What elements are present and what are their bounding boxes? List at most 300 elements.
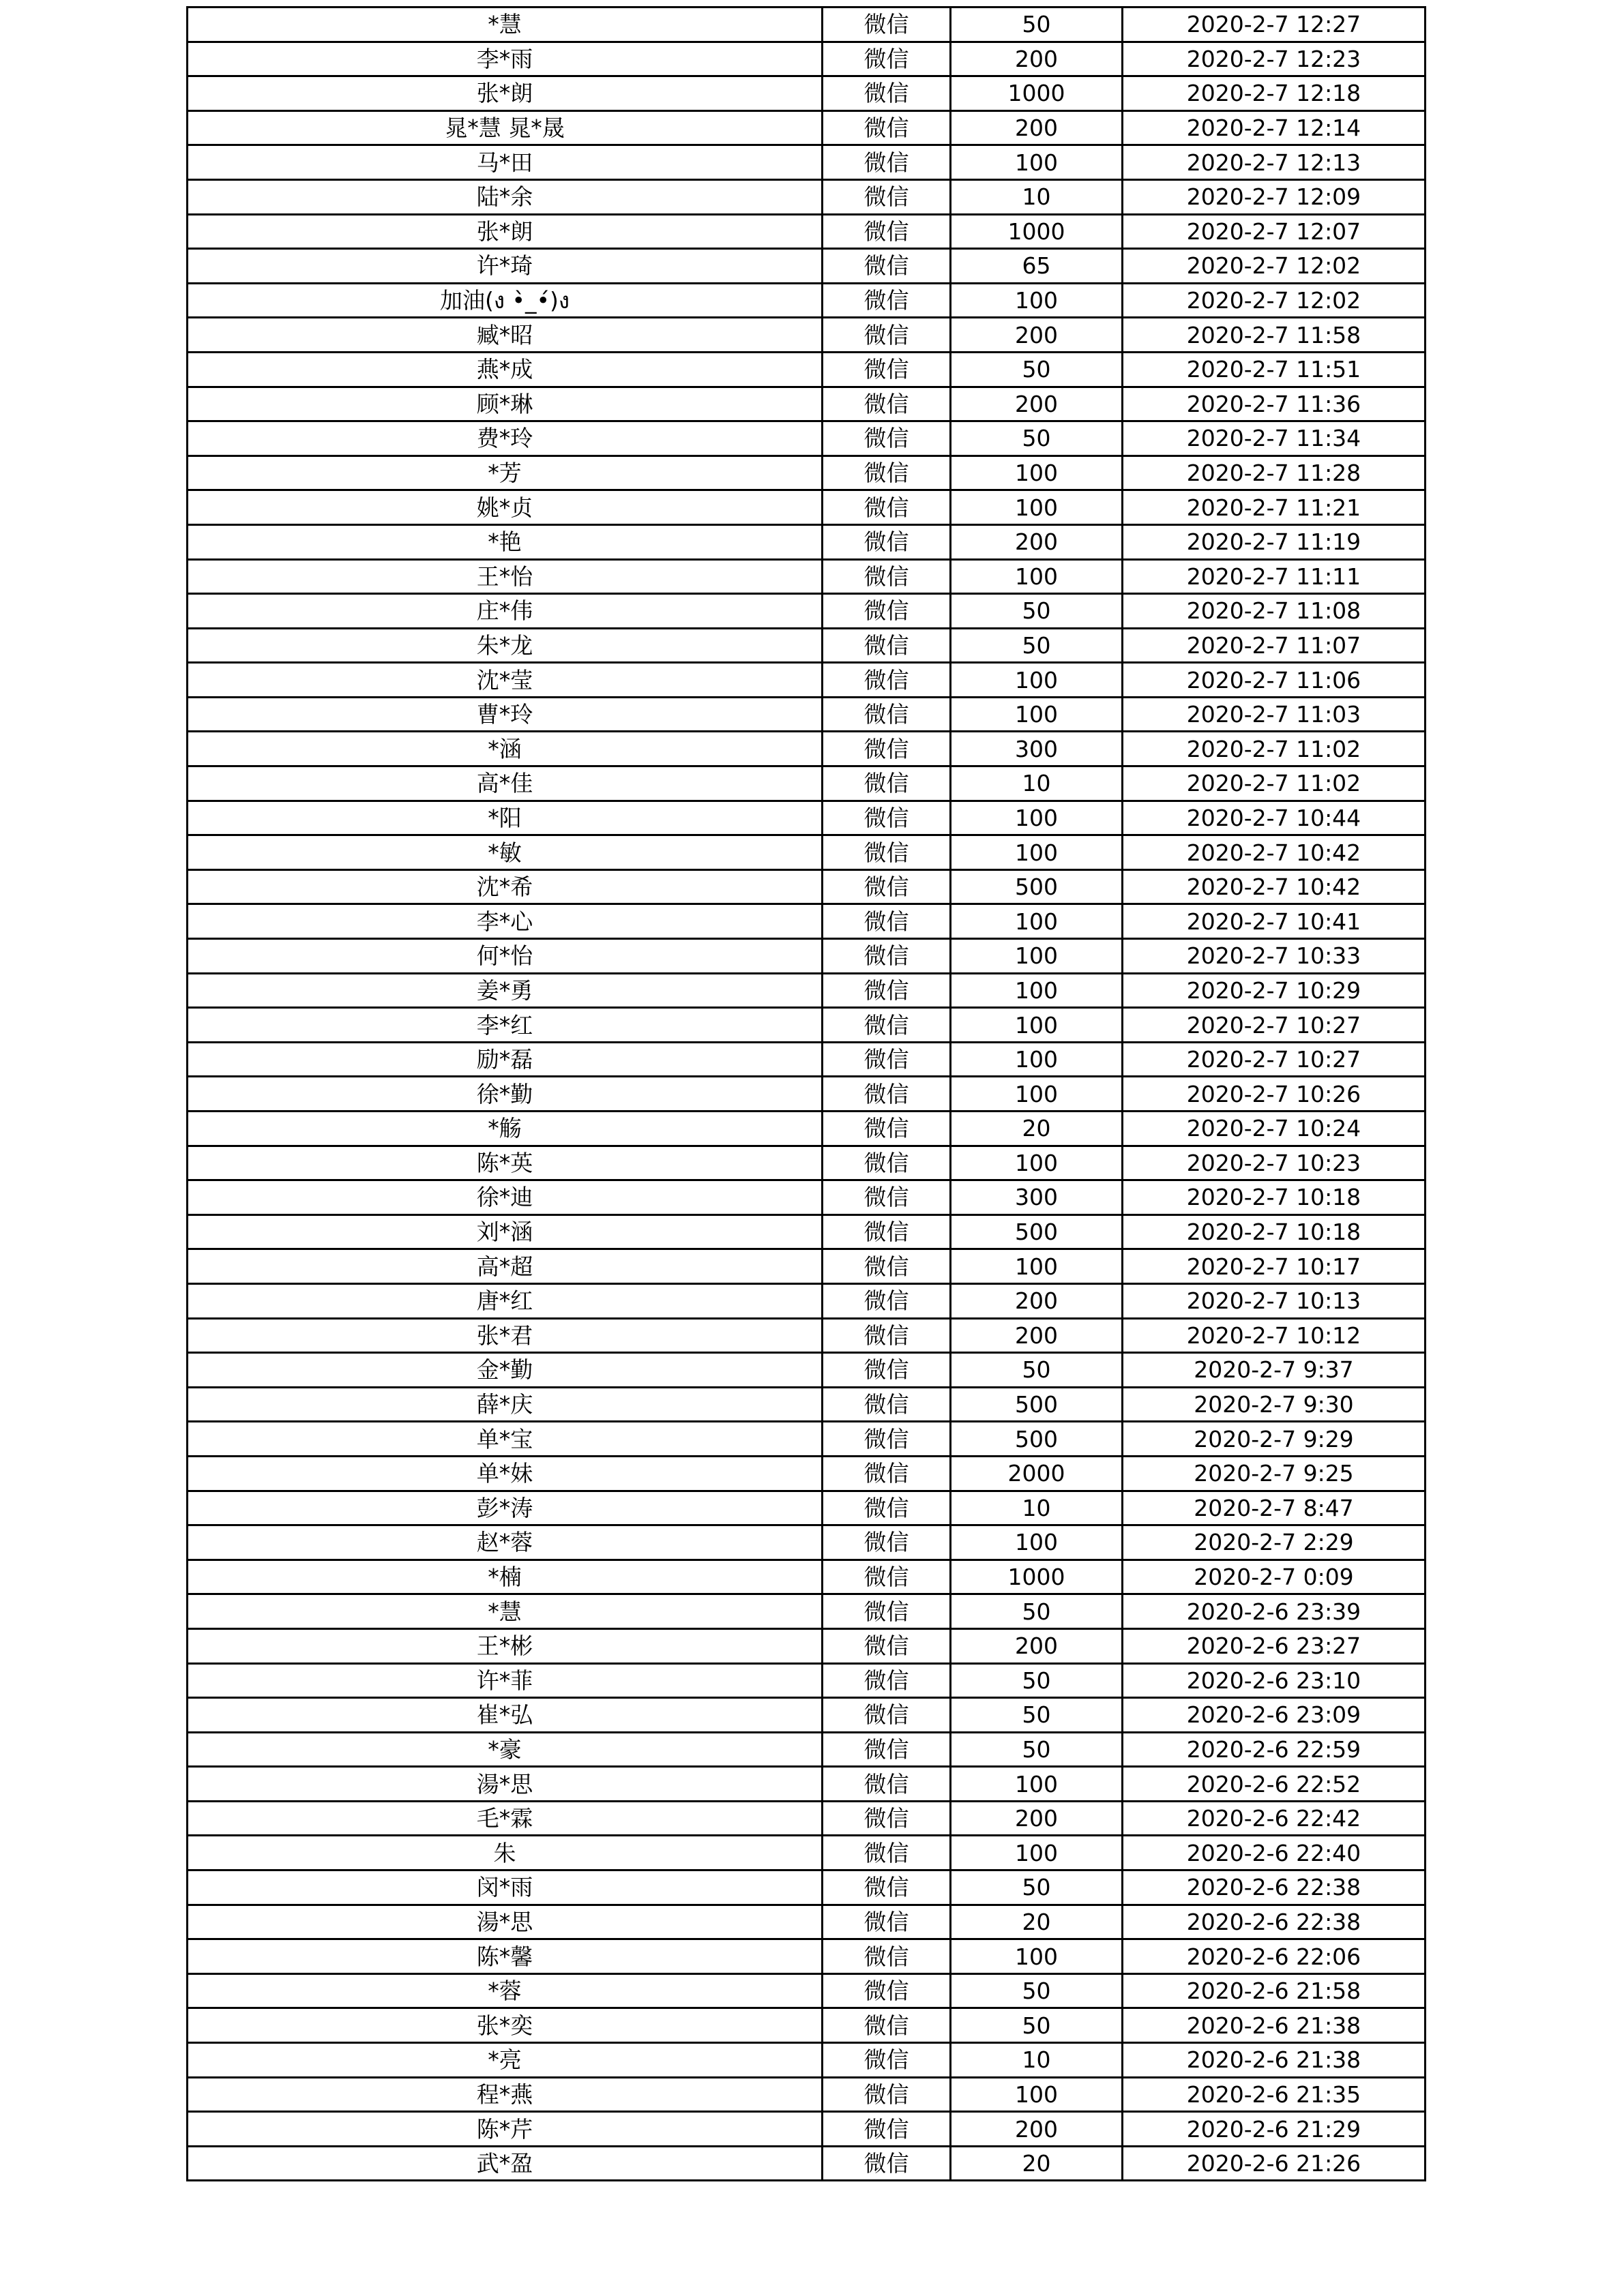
amount-cell: 20	[951, 1905, 1123, 1939]
donor-name-cell: 徐*迪	[188, 1180, 823, 1215]
timestamp-cell: 2020-2-7 10:12	[1123, 1318, 1426, 1353]
amount-cell: 65	[951, 249, 1123, 284]
timestamp-cell: 2020-2-7 10:17	[1123, 1249, 1426, 1284]
table-row	[188, 1180, 1426, 1215]
timestamp-cell: 2020-2-7 2:29	[1123, 1525, 1426, 1560]
donor-name-cell: 姚*贞	[188, 490, 823, 525]
amount-cell: 2000	[951, 1456, 1123, 1491]
table-row	[188, 1387, 1426, 1422]
table-row	[188, 973, 1426, 1008]
amount-cell: 200	[951, 1318, 1123, 1353]
timestamp-cell: 2020-2-7 11:11	[1123, 559, 1426, 594]
table-row	[188, 2146, 1426, 2181]
payment-channel-cell: 微信	[823, 249, 951, 284]
amount-cell: 100	[951, 697, 1123, 732]
amount-cell: 300	[951, 732, 1123, 766]
timestamp-cell: 2020-2-7 12:02	[1123, 283, 1426, 318]
payment-channel-cell: 微信	[823, 1146, 951, 1180]
payment-channel-cell: 微信	[823, 1594, 951, 1629]
donor-name-cell: 沈*希	[188, 869, 823, 904]
timestamp-cell: 2020-2-7 11:02	[1123, 766, 1426, 801]
payment-channel-cell: 微信	[823, 8, 951, 42]
donor-name-cell: *楠	[188, 1560, 823, 1594]
amount-cell: 100	[951, 145, 1123, 180]
donor-name-cell: 燕*成	[188, 352, 823, 387]
table-row	[188, 835, 1426, 870]
timestamp-cell: 2020-2-7 11:08	[1123, 594, 1426, 629]
amount-cell: 100	[951, 1939, 1123, 1974]
table-row	[188, 1422, 1426, 1457]
table-row	[188, 1801, 1426, 1836]
table-row	[188, 8, 1426, 42]
timestamp-cell: 2020-2-7 10:13	[1123, 1283, 1426, 1318]
donor-name-cell: 刘*涵	[188, 1214, 823, 1249]
amount-cell: 300	[951, 1180, 1123, 1215]
donor-name-cell: 姜*勇	[188, 973, 823, 1008]
amount-cell: 50	[951, 1353, 1123, 1388]
table-row	[188, 42, 1426, 76]
amount-cell: 10	[951, 1491, 1123, 1525]
amount-cell: 50	[951, 594, 1123, 629]
payment-channel-cell: 微信	[823, 1939, 951, 1974]
amount-cell: 50	[951, 421, 1123, 456]
table-row	[188, 1077, 1426, 1112]
donor-name-cell: 湯*思	[188, 1905, 823, 1939]
timestamp-cell: 2020-2-7 12:18	[1123, 76, 1426, 111]
amount-cell: 200	[951, 42, 1123, 76]
amount-cell: 50	[951, 2008, 1123, 2043]
donor-name-cell: *亮	[188, 2043, 823, 2078]
table-row	[188, 594, 1426, 629]
timestamp-cell: 2020-2-7 11:34	[1123, 421, 1426, 456]
amount-cell: 100	[951, 1249, 1123, 1284]
payment-channel-cell: 微信	[823, 387, 951, 421]
amount-cell: 100	[951, 1767, 1123, 1802]
table-row	[188, 559, 1426, 594]
payment-channel-cell: 微信	[823, 490, 951, 525]
payment-channel-cell: 微信	[823, 1525, 951, 1560]
amount-cell: 500	[951, 1422, 1123, 1457]
timestamp-cell: 2020-2-7 12:13	[1123, 145, 1426, 180]
table-row	[188, 76, 1426, 111]
amount-cell: 1000	[951, 1560, 1123, 1594]
table-row	[188, 1767, 1426, 1802]
table-row	[188, 801, 1426, 835]
timestamp-cell: 2020-2-6 22:59	[1123, 1732, 1426, 1767]
payment-channel-cell: 微信	[823, 1456, 951, 1491]
donor-name-cell: 臧*昭	[188, 318, 823, 353]
amount-cell: 50	[951, 1870, 1123, 1905]
donor-name-cell: 崔*弘	[188, 1698, 823, 1733]
timestamp-cell: 2020-2-7 9:37	[1123, 1353, 1426, 1388]
payment-channel-cell: 微信	[823, 524, 951, 559]
timestamp-cell: 2020-2-6 22:52	[1123, 1767, 1426, 1802]
payment-channel-cell: 微信	[823, 1318, 951, 1353]
payment-channel-cell: 微信	[823, 1732, 951, 1767]
donor-name-cell: 唐*红	[188, 1283, 823, 1318]
payment-channel-cell: 微信	[823, 1905, 951, 1939]
payment-channel-cell: 微信	[823, 421, 951, 456]
donor-name-cell: 李*雨	[188, 42, 823, 76]
payment-channel-cell: 微信	[823, 1663, 951, 1698]
payment-channel-cell: 微信	[823, 1973, 951, 2008]
amount-cell: 50	[951, 1732, 1123, 1767]
table-row	[188, 352, 1426, 387]
payment-channel-cell: 微信	[823, 697, 951, 732]
donor-name-cell: 庄*伟	[188, 594, 823, 629]
payment-channel-cell: 微信	[823, 559, 951, 594]
payment-channel-cell: 微信	[823, 2112, 951, 2147]
timestamp-cell: 2020-2-7 10:33	[1123, 939, 1426, 974]
payment-channel-cell: 微信	[823, 76, 951, 111]
table-row	[188, 387, 1426, 421]
amount-cell: 100	[951, 973, 1123, 1008]
table-row	[188, 110, 1426, 145]
table-row	[188, 283, 1426, 318]
payment-channel-cell: 微信	[823, 766, 951, 801]
payment-channel-cell: 微信	[823, 1801, 951, 1836]
payment-channel-cell: 微信	[823, 1387, 951, 1422]
timestamp-cell: 2020-2-6 22:38	[1123, 1905, 1426, 1939]
donor-name-cell: 马*田	[188, 145, 823, 180]
table-row	[188, 490, 1426, 525]
table-row	[188, 697, 1426, 732]
donor-name-cell: 程*燕	[188, 2077, 823, 2112]
donor-name-cell: 徐*勤	[188, 1077, 823, 1112]
timestamp-cell: 2020-2-6 22:06	[1123, 1939, 1426, 1974]
table-row	[188, 1042, 1426, 1077]
donor-name-cell: 朱*龙	[188, 628, 823, 663]
timestamp-cell: 2020-2-7 10:29	[1123, 973, 1426, 1008]
timestamp-cell: 2020-2-7 10:18	[1123, 1214, 1426, 1249]
amount-cell: 200	[951, 1283, 1123, 1318]
donation-table	[186, 6, 1426, 2181]
timestamp-cell: 2020-2-7 9:29	[1123, 1422, 1426, 1457]
timestamp-cell: 2020-2-6 21:38	[1123, 2043, 1426, 2078]
amount-cell: 100	[951, 904, 1123, 939]
table-row	[188, 1732, 1426, 1767]
table-row	[188, 939, 1426, 974]
timestamp-cell: 2020-2-7 10:23	[1123, 1146, 1426, 1180]
table-row	[188, 1283, 1426, 1318]
amount-cell: 100	[951, 1525, 1123, 1560]
payment-channel-cell: 微信	[823, 973, 951, 1008]
donor-name-cell: 朱	[188, 1836, 823, 1870]
donor-name-cell: 晁*慧 晁*晟	[188, 110, 823, 145]
donor-name-cell: 闵*雨	[188, 1870, 823, 1905]
amount-cell: 500	[951, 869, 1123, 904]
table-row	[188, 1836, 1426, 1870]
payment-channel-cell: 微信	[823, 145, 951, 180]
timestamp-cell: 2020-2-7 11:58	[1123, 318, 1426, 353]
table-row	[188, 2008, 1426, 2043]
timestamp-cell: 2020-2-7 12:02	[1123, 249, 1426, 284]
amount-cell: 200	[951, 2112, 1123, 2147]
amount-cell: 50	[951, 1973, 1123, 2008]
donor-name-cell: 顾*琳	[188, 387, 823, 421]
timestamp-cell: 2020-2-7 0:09	[1123, 1560, 1426, 1594]
table-row	[188, 2112, 1426, 2147]
amount-cell: 10	[951, 179, 1123, 214]
payment-channel-cell: 微信	[823, 939, 951, 974]
amount-cell: 20	[951, 2146, 1123, 2181]
table-row	[188, 145, 1426, 180]
timestamp-cell: 2020-2-6 22:40	[1123, 1836, 1426, 1870]
donor-name-cell: *豪	[188, 1732, 823, 1767]
donor-name-cell: *蓉	[188, 1973, 823, 2008]
amount-cell: 200	[951, 1628, 1123, 1663]
donor-name-cell: 许*菲	[188, 1663, 823, 1698]
payment-channel-cell: 微信	[823, 2077, 951, 2112]
payment-channel-cell: 微信	[823, 732, 951, 766]
payment-channel-cell: 微信	[823, 1836, 951, 1870]
timestamp-cell: 2020-2-7 12:27	[1123, 8, 1426, 42]
donor-name-cell: 何*怡	[188, 939, 823, 974]
donor-name-cell: 李*心	[188, 904, 823, 939]
donor-name-cell: 曹*玲	[188, 697, 823, 732]
table-row	[188, 1008, 1426, 1043]
timestamp-cell: 2020-2-7 10:42	[1123, 835, 1426, 870]
donor-name-cell: 陆*余	[188, 179, 823, 214]
payment-channel-cell: 微信	[823, 283, 951, 318]
donor-name-cell: 彭*涛	[188, 1491, 823, 1525]
payment-channel-cell: 微信	[823, 179, 951, 214]
donor-name-cell: 李*红	[188, 1008, 823, 1043]
timestamp-cell: 2020-2-7 11:51	[1123, 352, 1426, 387]
amount-cell: 100	[951, 2077, 1123, 2112]
timestamp-cell: 2020-2-7 11:28	[1123, 456, 1426, 490]
donor-name-cell: 王*怡	[188, 559, 823, 594]
timestamp-cell: 2020-2-6 23:27	[1123, 1628, 1426, 1663]
donor-name-cell: *阳	[188, 801, 823, 835]
amount-cell: 200	[951, 110, 1123, 145]
donor-name-cell: 金*勤	[188, 1353, 823, 1388]
donor-name-cell: 陈*芹	[188, 2112, 823, 2147]
table-row	[188, 179, 1426, 214]
amount-cell: 100	[951, 801, 1123, 835]
table-row	[188, 663, 1426, 698]
table-row	[188, 1594, 1426, 1629]
timestamp-cell: 2020-2-7 10:27	[1123, 1008, 1426, 1043]
payment-channel-cell: 微信	[823, 1214, 951, 1249]
timestamp-cell: 2020-2-7 11:02	[1123, 732, 1426, 766]
donor-name-cell: *觞	[188, 1112, 823, 1146]
payment-channel-cell: 微信	[823, 1008, 951, 1043]
timestamp-cell: 2020-2-7 10:41	[1123, 904, 1426, 939]
table-row	[188, 2043, 1426, 2078]
amount-cell: 100	[951, 1077, 1123, 1112]
payment-channel-cell: 微信	[823, 318, 951, 353]
table-row	[188, 1249, 1426, 1284]
donor-name-cell: 张*奕	[188, 2008, 823, 2043]
table-row	[188, 421, 1426, 456]
payment-channel-cell: 微信	[823, 628, 951, 663]
table-row	[188, 1525, 1426, 1560]
table-row	[188, 628, 1426, 663]
payment-channel-cell: 微信	[823, 2146, 951, 2181]
payment-channel-cell: 微信	[823, 835, 951, 870]
payment-channel-cell: 微信	[823, 456, 951, 490]
donor-name-cell: 赵*蓉	[188, 1525, 823, 1560]
payment-channel-cell: 微信	[823, 1283, 951, 1318]
donor-name-cell: *慧	[188, 1594, 823, 1629]
amount-cell: 50	[951, 8, 1123, 42]
timestamp-cell: 2020-2-7 10:18	[1123, 1180, 1426, 1215]
donor-name-cell: 陈*馨	[188, 1939, 823, 1974]
donor-name-cell: 沈*莹	[188, 663, 823, 698]
timestamp-cell: 2020-2-7 10:24	[1123, 1112, 1426, 1146]
amount-cell: 50	[951, 1594, 1123, 1629]
amount-cell: 500	[951, 1387, 1123, 1422]
donor-name-cell: 陈*英	[188, 1146, 823, 1180]
table-row	[188, 869, 1426, 904]
payment-channel-cell: 微信	[823, 2043, 951, 2078]
table-row	[188, 1318, 1426, 1353]
timestamp-cell: 2020-2-6 22:42	[1123, 1801, 1426, 1836]
payment-channel-cell: 微信	[823, 904, 951, 939]
donation-table-body	[188, 8, 1426, 2181]
payment-channel-cell: 微信	[823, 1628, 951, 1663]
timestamp-cell: 2020-2-6 21:29	[1123, 2112, 1426, 2147]
amount-cell: 50	[951, 628, 1123, 663]
donor-name-cell: *涵	[188, 732, 823, 766]
timestamp-cell: 2020-2-6 21:35	[1123, 2077, 1426, 2112]
timestamp-cell: 2020-2-7 9:25	[1123, 1456, 1426, 1491]
amount-cell: 100	[951, 663, 1123, 698]
donor-name-cell: *芳	[188, 456, 823, 490]
payment-channel-cell: 微信	[823, 663, 951, 698]
table-row	[188, 1214, 1426, 1249]
timestamp-cell: 2020-2-6 21:38	[1123, 2008, 1426, 2043]
payment-channel-cell: 微信	[823, 1422, 951, 1457]
amount-cell: 20	[951, 1112, 1123, 1146]
timestamp-cell: 2020-2-7 10:27	[1123, 1042, 1426, 1077]
payment-channel-cell: 微信	[823, 352, 951, 387]
timestamp-cell: 2020-2-7 12:07	[1123, 214, 1426, 249]
donor-name-cell: 毛*霖	[188, 1801, 823, 1836]
donor-name-cell: 加油(ง •̀_•́)ง	[188, 283, 823, 318]
table-row	[188, 1491, 1426, 1525]
table-row	[188, 766, 1426, 801]
table-row	[188, 524, 1426, 559]
payment-channel-cell: 微信	[823, 801, 951, 835]
amount-cell: 100	[951, 559, 1123, 594]
timestamp-cell: 2020-2-7 10:26	[1123, 1077, 1426, 1112]
table-row	[188, 2077, 1426, 2112]
amount-cell: 1000	[951, 76, 1123, 111]
payment-channel-cell: 微信	[823, 1112, 951, 1146]
amount-cell: 100	[951, 939, 1123, 974]
amount-cell: 50	[951, 352, 1123, 387]
timestamp-cell: 2020-2-7 11:03	[1123, 697, 1426, 732]
timestamp-cell: 2020-2-6 21:26	[1123, 2146, 1426, 2181]
amount-cell: 50	[951, 1663, 1123, 1698]
timestamp-cell: 2020-2-7 12:09	[1123, 179, 1426, 214]
timestamp-cell: 2020-2-6 21:58	[1123, 1973, 1426, 2008]
payment-channel-cell: 微信	[823, 1180, 951, 1215]
table-row	[188, 1560, 1426, 1594]
donor-name-cell: 张*朗	[188, 214, 823, 249]
amount-cell: 200	[951, 318, 1123, 353]
amount-cell: 10	[951, 2043, 1123, 2078]
donor-name-cell: 薛*庆	[188, 1387, 823, 1422]
payment-channel-cell: 微信	[823, 214, 951, 249]
payment-channel-cell: 微信	[823, 1870, 951, 1905]
timestamp-cell: 2020-2-6 23:39	[1123, 1594, 1426, 1629]
donor-name-cell: 高*佳	[188, 766, 823, 801]
amount-cell: 200	[951, 387, 1123, 421]
amount-cell: 100	[951, 456, 1123, 490]
payment-channel-cell: 微信	[823, 1249, 951, 1284]
table-row	[188, 1146, 1426, 1180]
payment-channel-cell: 微信	[823, 110, 951, 145]
amount-cell: 200	[951, 524, 1123, 559]
amount-cell: 100	[951, 1836, 1123, 1870]
donor-name-cell: 张*君	[188, 1318, 823, 1353]
payment-channel-cell: 微信	[823, 1077, 951, 1112]
timestamp-cell: 2020-2-6 22:38	[1123, 1870, 1426, 1905]
amount-cell: 100	[951, 1008, 1123, 1043]
payment-channel-cell: 微信	[823, 1767, 951, 1802]
payment-channel-cell: 微信	[823, 1042, 951, 1077]
amount-cell: 100	[951, 1146, 1123, 1180]
payment-channel-cell: 微信	[823, 2008, 951, 2043]
timestamp-cell: 2020-2-7 11:21	[1123, 490, 1426, 525]
donor-name-cell: 王*彬	[188, 1628, 823, 1663]
timestamp-cell: 2020-2-7 11:36	[1123, 387, 1426, 421]
payment-channel-cell: 微信	[823, 1698, 951, 1733]
timestamp-cell: 2020-2-7 10:44	[1123, 801, 1426, 835]
table-row	[188, 214, 1426, 249]
timestamp-cell: 2020-2-7 11:06	[1123, 663, 1426, 698]
donor-name-cell: 单*妹	[188, 1456, 823, 1491]
donor-name-cell: *艳	[188, 524, 823, 559]
timestamp-cell: 2020-2-7 9:30	[1123, 1387, 1426, 1422]
amount-cell: 100	[951, 835, 1123, 870]
table-row	[188, 1628, 1426, 1663]
donor-name-cell: 费*玲	[188, 421, 823, 456]
payment-channel-cell: 微信	[823, 1491, 951, 1525]
payment-channel-cell: 微信	[823, 1560, 951, 1594]
amount-cell: 100	[951, 1042, 1123, 1077]
payment-channel-cell: 微信	[823, 594, 951, 629]
amount-cell: 500	[951, 1214, 1123, 1249]
table-row	[188, 1456, 1426, 1491]
timestamp-cell: 2020-2-7 11:19	[1123, 524, 1426, 559]
donor-name-cell: *敏	[188, 835, 823, 870]
amount-cell: 200	[951, 1801, 1123, 1836]
table-row	[188, 1973, 1426, 2008]
timestamp-cell: 2020-2-6 23:09	[1123, 1698, 1426, 1733]
table-row	[188, 318, 1426, 353]
table-row	[188, 1698, 1426, 1733]
table-row	[188, 732, 1426, 766]
table-row	[188, 1663, 1426, 1698]
timestamp-cell: 2020-2-6 23:10	[1123, 1663, 1426, 1698]
table-row	[188, 1905, 1426, 1939]
donor-name-cell: 武*盈	[188, 2146, 823, 2181]
donor-name-cell: 许*琦	[188, 249, 823, 284]
amount-cell: 50	[951, 1698, 1123, 1733]
timestamp-cell: 2020-2-7 8:47	[1123, 1491, 1426, 1525]
table-row	[188, 249, 1426, 284]
payment-channel-cell: 微信	[823, 1353, 951, 1388]
table-row	[188, 1353, 1426, 1388]
amount-cell: 10	[951, 766, 1123, 801]
amount-cell: 100	[951, 283, 1123, 318]
table-row	[188, 1939, 1426, 1974]
table-row	[188, 456, 1426, 490]
